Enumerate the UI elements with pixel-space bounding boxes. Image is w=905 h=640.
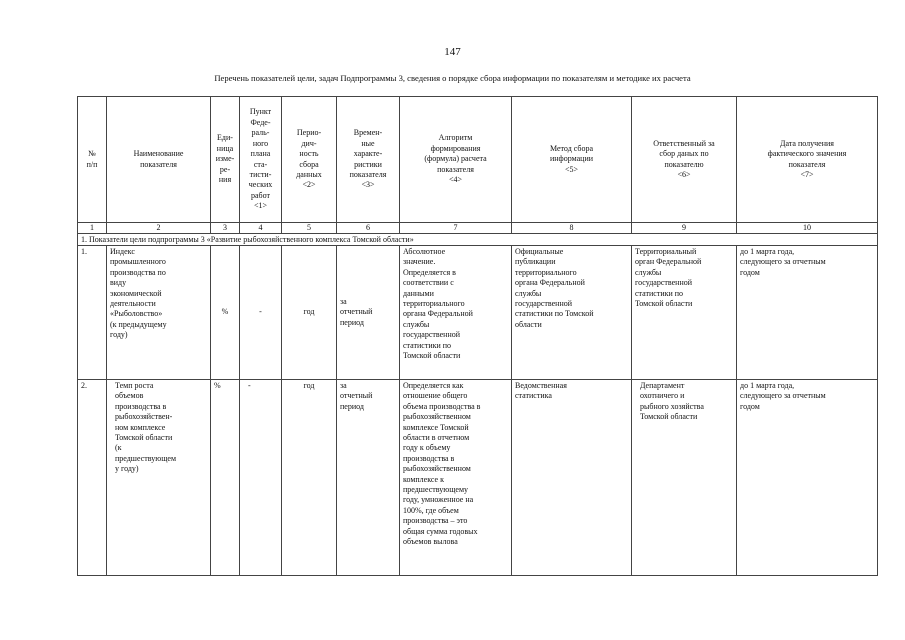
header-indicator-name: Наименование показателя: [107, 97, 211, 223]
responsible-cell: Территориальный орган Федеральной службы государственной статистики по Томской области: [632, 246, 737, 380]
responsible-cell: Департамент охотничего и рыбного хозяйства Томской области: [632, 380, 737, 576]
periodicity-cell: год: [282, 380, 337, 576]
algorithm-cell: Определяется как отношение общего объема производства в рыбохозяйственном комплексе Томской области в отчетном году к объему производства в рыбохозяйственном комплексе к предшествующему году, умноженное на 100%, где объем производства – это общая сумма годовых объемов вылова: [400, 380, 512, 576]
column-number: 6: [337, 223, 400, 234]
table-row: [78, 380, 878, 576]
time-characteristics-cell: за отчетный период: [337, 380, 400, 576]
algorithm-cell: Абсолютное значение. Определяется в соответствии с данными территориального органа Федеральной службы государственной статистики по Томской области: [400, 246, 512, 380]
header-responsible: Ответственный за сбор даных по показателю <6>: [632, 97, 737, 223]
time-characteristics-cell: за отчетный период: [337, 246, 400, 380]
header-row: [78, 97, 878, 223]
column-number: 8: [512, 223, 632, 234]
unit-cell: %: [211, 380, 240, 576]
column-number: 2: [107, 223, 211, 234]
column-number: 9: [632, 223, 737, 234]
plan-item-cell: -: [240, 246, 282, 380]
header-number: № п/п: [78, 97, 107, 223]
section-row: [78, 234, 878, 246]
column-number: 4: [240, 223, 282, 234]
header-collection-method: Метод сбора информации <5>: [512, 97, 632, 223]
indicator-name: Темп роста объемов производства в рыбохозяйствен- ном комплексе Томской области (к предшествующем у году): [107, 380, 211, 576]
header-time-characteristics: Времен- ные характе- ристики показателя <3>: [337, 97, 400, 223]
page-number: 147: [444, 46, 461, 58]
row-number: 1.: [78, 246, 107, 380]
table-row: [78, 246, 878, 380]
periodicity-cell: год: [282, 246, 337, 380]
column-number: 3: [211, 223, 240, 234]
column-number: 1: [78, 223, 107, 234]
date-cell: до 1 марта года, следующего за отчетным годом: [737, 246, 878, 380]
collection-method-cell: Ведомственная статистика: [512, 380, 632, 576]
section-title: 1. Показатели цели подпрограммы 3 «Развитие рыбохозяйственного комплекса Томской области»: [78, 234, 878, 246]
header-date: Дата получения фактического значения показателя <7>: [737, 97, 878, 223]
date-cell: до 1 марта года, следующего за отчетным годом: [737, 380, 878, 576]
plan-item-cell: -: [240, 380, 282, 576]
header-unit: Еди- ница изме- ре- ния: [211, 97, 240, 223]
column-number: 5: [282, 223, 337, 234]
column-number-row: [78, 223, 878, 234]
document-title: Перечень показателей цели, задач Подпрограммы 3, сведения о порядке сбора информации по показателям и методике их расчета: [214, 73, 691, 83]
indicator-name: Индекс промышленного производства по виду экономической деятельности «Рыболовство» (к предыдущему году): [107, 246, 211, 380]
header-algorithm: Алгоритм формирования (формула) расчета показателя <4>: [400, 97, 512, 223]
indicators-table: [77, 96, 878, 576]
header-plan-item: Пункт Феде- раль- ного плана ста- тисти- ческих работ <1>: [240, 97, 282, 223]
column-number: 7: [400, 223, 512, 234]
collection-method-cell: Официальные публикации территориального органа Федеральной службы государственной статистики по Томской области: [512, 246, 632, 380]
unit-cell: %: [211, 246, 240, 380]
row-number: 2.: [78, 380, 107, 576]
header-periodicity: Перио- дич- ность сбора данных <2>: [282, 97, 337, 223]
column-number: 10: [737, 223, 878, 234]
